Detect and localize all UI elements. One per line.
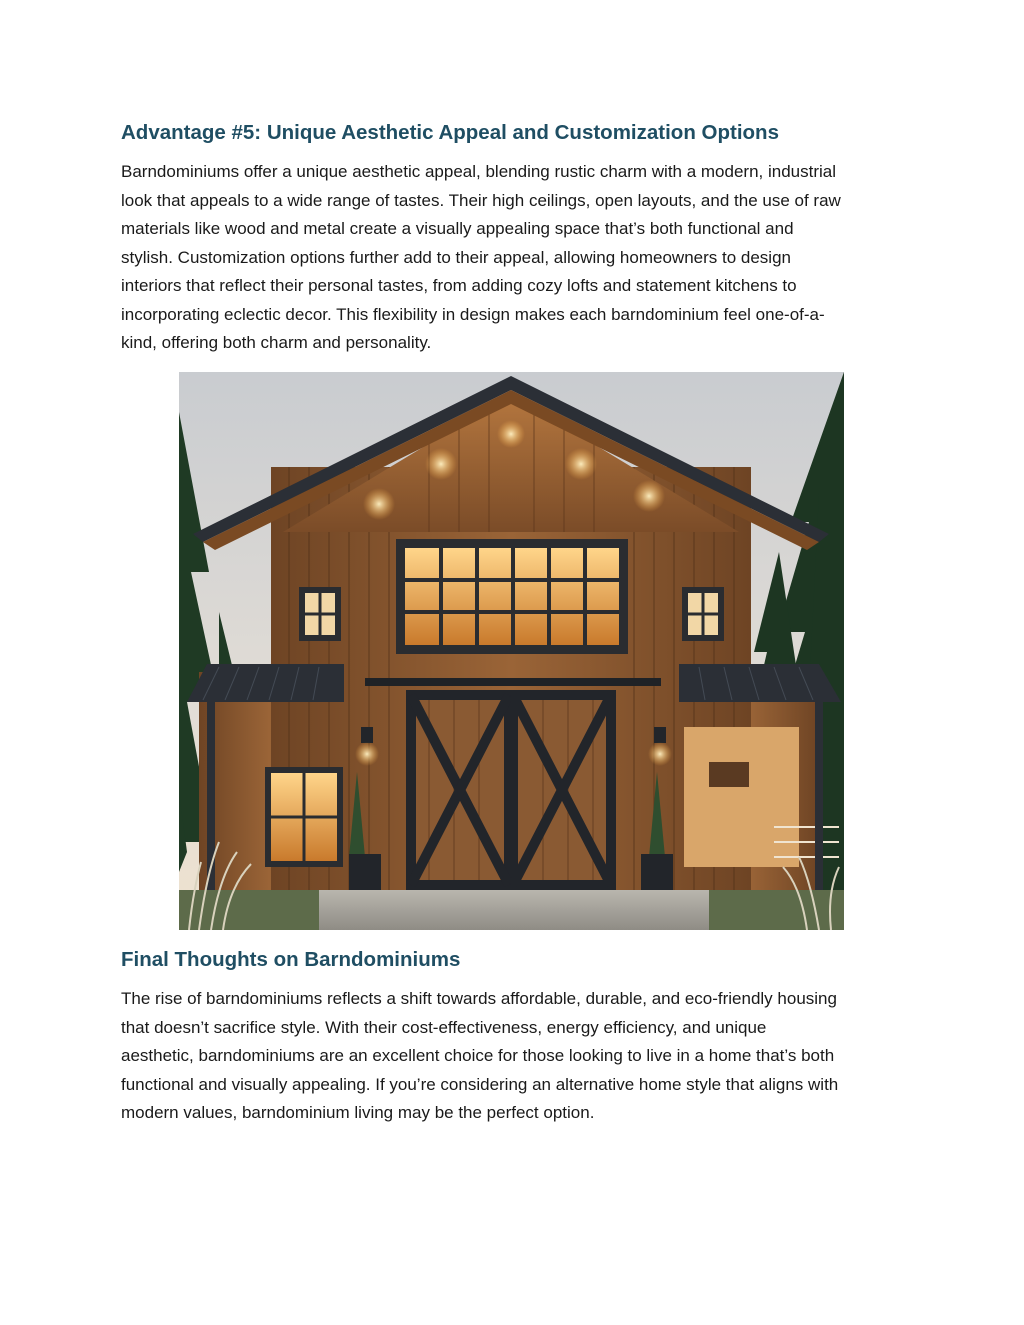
final-thoughts-paragraph — [121, 985, 921, 1128]
upper-window — [396, 539, 628, 654]
final-thoughts-heading: Final Thoughts on Barndominiums — [121, 948, 461, 971]
barndominium-photo — [179, 372, 844, 930]
paragraph-line: interiors that reflect their personal tastes, from adding cozy lofts and statement kitchens to — [121, 276, 797, 295]
small-window-left — [299, 587, 341, 641]
paragraph-line: that doesn’t sacrifice style. With their cost-effectiveness, energy efficiency, and unique — [121, 1017, 767, 1037]
paragraph-line: kind, offering both charm and personality. — [121, 333, 432, 352]
paragraph-line: look that appeals to a wide range of tastes. Their high ceilings, open layouts, and the use of raw — [121, 190, 841, 210]
paragraph-line: functional and visually appealing. If you’re considering an alternative home style that aligns with — [121, 1074, 839, 1094]
paragraph-line: Barndominiums offer a unique aesthetic appeal, blending rustic charm with a modern, industrial — [121, 162, 837, 181]
paragraph-line: stylish. Customization options further add to their appeal, allowing homeowners to design — [121, 247, 791, 267]
paragraph-line: aesthetic, barndominiums are an excellent choice for those looking to live in a home that’s both — [121, 1046, 835, 1065]
porch-right — [684, 702, 839, 892]
advantage-paragraph — [121, 158, 921, 358]
advantage-heading: Advantage #5: Unique Aesthetic Appeal and Customization Options — [121, 121, 779, 144]
paragraph-line: The rise of barndominiums reflects a shift towards affordable, durable, and eco-friendly housing — [121, 989, 837, 1008]
paragraph-line: materials like wood and metal create a visually appealing space that’s both functional and — [121, 219, 794, 238]
paragraph-line: modern values, barndominium living may be the perfect option. — [121, 1103, 595, 1122]
barndominium-illustration — [179, 372, 844, 930]
paragraph-line: incorporating eclectic decor. This flexibility in design makes each barndominium feel one-of-a- — [121, 304, 825, 324]
barn-doors — [406, 690, 616, 890]
small-window-right — [682, 587, 724, 641]
